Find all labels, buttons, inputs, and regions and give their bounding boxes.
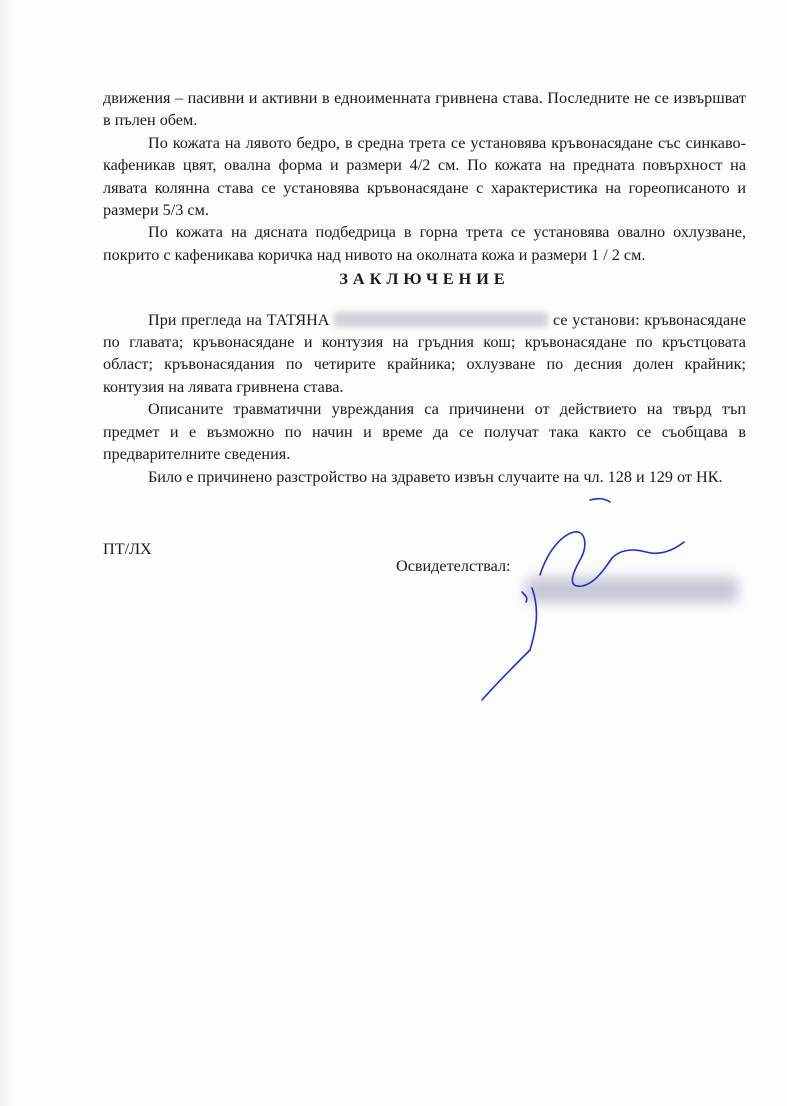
redacted-surname	[334, 312, 548, 327]
conclusion-heading: ЗАКЛЮЧЕНИЕ	[339, 270, 510, 289]
initials: ПТ/ЛХ	[103, 540, 152, 558]
conclusion-mechanism: Описаните травматични увреждания са причинени от действието на твърд тъп предмет и е възможно по начин и време да се получат така както се съобщава в предварителните сведения.	[103, 400, 746, 464]
witness-label: Освидетелствал:	[396, 557, 511, 575]
signature-stroke-loop	[540, 532, 612, 586]
signature-stroke-stem	[530, 588, 536, 650]
conclusion-findings	[103, 309, 746, 399]
signature-stroke-mark	[522, 592, 527, 602]
conclusion-findings-start: При прегледа на ТАТЯНА	[148, 310, 330, 329]
paragraph-left-thigh: По кожата на лявото бедро, в средна трета се установява кръвонасядане със синкаво-кафеникав цвят, овална форма и размери 4/2 см. По кожата на предната повърхност на лявата колянна става се установява кръвонасядане с характеристика на гореописаното и размери 5/3 см.	[103, 133, 746, 220]
conclusion-legal: Било е причинено разстройство на здравето извън случаите на чл. 128 и 129 от НК.	[148, 467, 723, 486]
signature-stroke-top	[590, 499, 610, 502]
paragraph-right-shin: По кожата на дясната подбедрица в горна трета се установява овално охлузване, покрито с кафеникава коричка над нивото на околната кожа и размери 1 / 2 см.	[103, 223, 746, 264]
paragraph-continuation: движения – пасивни и активни в едноименната гривнена става. Последните не се извършват в пълен обем.	[103, 89, 746, 130]
signature-stroke-descender	[482, 650, 530, 700]
document-body	[103, 87, 746, 488]
conclusion-findings-end: се установи: кръвонасядане по главата; кръвонасядане и контузия на гръдния кош; кръвонасядане по кръстцовата област; кръвонасядания по четирите крайника; охлузване по десния долен крайник; контузия на лявата гривнена става.	[103, 310, 747, 396]
handwritten-signature	[470, 480, 730, 710]
scan-edge-shadow	[0, 0, 14, 1106]
signature-stroke-tail	[612, 542, 684, 558]
